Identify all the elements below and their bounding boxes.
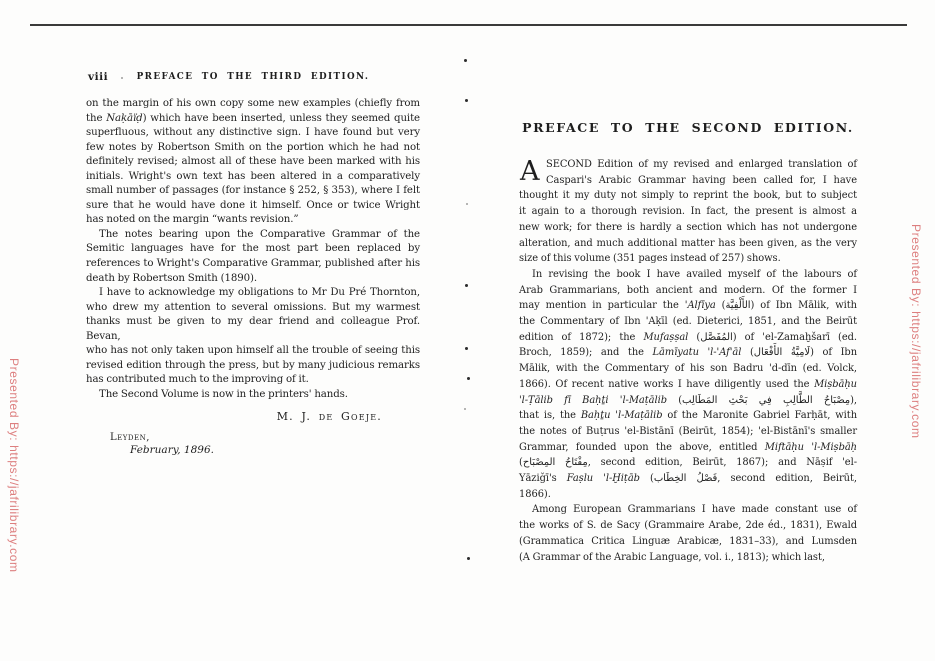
text-line: has contributed much to the improving of it.: [86, 374, 309, 386]
paragraph: [519, 267, 857, 503]
text-line: small number of passages (for instance § 252, § 353), where I felt: [86, 185, 420, 197]
text-line: Arab Grammarians, both ancient and modern. Of the former I: [519, 284, 857, 296]
paragraph: [86, 228, 420, 286]
scan-speck: [466, 203, 468, 205]
text-line: Semitic languages have for the most part been replaced by: [86, 243, 420, 255]
page-number: viii: [88, 71, 109, 83]
text-line: Mālik, with the Commentary of his son Badru 'd-dīn (ed. Volck,: [519, 363, 857, 375]
text-line: thanks must be given to my dear friend and colleague Prof. Bevan,: [86, 316, 420, 342]
paragraph: [86, 97, 420, 228]
scan-speck: [464, 408, 466, 410]
text-line: definitely revised; almost all of these have been marked with his: [86, 156, 420, 168]
scan-speck: [465, 347, 468, 350]
text-line: the Commentary of Ibn 'Aḳīl (ed. Dieterici, 1851, and the Beirūt: [519, 316, 857, 328]
date-line: February, 1896.: [130, 444, 214, 457]
text-line: alteration, and much additional matter has been given, as the very: [519, 237, 857, 249]
text-line: references to Wright's Comparative Grammar, published after his: [86, 258, 420, 270]
text-line: it again to a thorough revision. In fact, the present is almost a: [519, 206, 857, 218]
text-line: the Naḳāïḍ) which have been inserted, unless they seemed quite: [86, 112, 420, 124]
right-page: [519, 120, 857, 565]
place-line: Leyden,: [110, 432, 150, 444]
scan-edge-line: [30, 24, 907, 26]
scan-speck: [465, 284, 468, 287]
text-line: 1866). Of recent native works I have diligently used the Miṣbāḥu: [519, 378, 857, 390]
text-line: has noted on the margin “wants revision.”: [86, 214, 299, 226]
left-page-body: [86, 97, 420, 402]
paragraph: [519, 502, 857, 565]
text-line: Among European Grammarians I have made constant use of: [532, 504, 857, 516]
scan-speck: [467, 557, 470, 560]
paragraph: [86, 388, 420, 403]
paragraph: [86, 286, 420, 388]
text-line: sure that he would have done it himself. Once or twice Wright: [86, 199, 420, 211]
right-page-body: [519, 157, 857, 565]
text-line: In revising the book I have availed myself of the labours of: [532, 268, 857, 280]
left-page: [86, 71, 420, 456]
text-line: death by Robertson Smith (1890).: [86, 272, 258, 284]
text-line: who drew my attention to several omissions. But my warmest: [86, 301, 420, 313]
text-line: the notes of Buṭrus 'el-Bistānī (Beirūt, 1854); 'el-Bistānī's smaller: [519, 425, 857, 437]
text-line: initials. Wright's own text has been altered in a comparatively: [86, 170, 420, 182]
text-line: few notes by Robertson Smith on the portion which he had not: [86, 141, 420, 153]
scan-speck: [121, 77, 123, 79]
scan-speck: [464, 59, 467, 62]
text-line: Caspari's Arabic Grammar having been called for, I have: [546, 174, 857, 186]
text-line: on the margin of his own copy some new examples (chiefly from: [86, 98, 420, 109]
text-line: revised edition through the press, but by many judicious remarks: [86, 359, 420, 371]
text-line: who has not only taken upon himself all the trouble of seeing this: [86, 345, 420, 357]
drop-cap: A: [520, 156, 540, 187]
signature: M. J. de Goeje.: [276, 410, 382, 424]
text-line: The notes bearing upon the Comparative Grammar of the: [99, 228, 420, 240]
text-line: (مِفْتَاحُ المِصْبَاح, second edition, Beirūt, 1867); and Nāṣif 'el-: [519, 457, 857, 469]
text-line: 1866).: [519, 488, 551, 500]
scan-speck: [465, 99, 468, 102]
text-line: that is, the Baḥṯu 'l-Maṭālib of the Maronite Gabriel Farḥāt, with: [519, 410, 857, 422]
chapter-title: PREFACE TO THE SECOND EDITION.: [522, 120, 854, 135]
paragraph: [519, 157, 857, 267]
text-line: edition of 1872); the Mufaṣṣal (المُفَصَّل) of 'el-Zamaḫšarī (ed.: [519, 331, 857, 343]
text-line: (A Grammar of the Arabic Language, vol. i., 1813); which last,: [519, 551, 825, 563]
text-line: The Second Volume is now in the printers' hands.: [99, 388, 348, 400]
text-line: Broch, 1859); and the Lāmīyatu 'l-'Af'āl (لَامِيَّةُ الأَفْعَال) of Ibn: [519, 347, 858, 359]
running-header: PREFACE TO THE THIRD EDITION.: [136, 72, 370, 82]
left-page-header: [86, 71, 420, 84]
text-line: thought it my duty not simply to reprint the book, but to subject: [519, 190, 857, 202]
watermark-left: Presented By: https://jafrilibrary.com: [7, 358, 21, 573]
text-line: may mention in particular the 'Alfīya (الأَلْفِيَّة) of Ibn Mālik, with: [519, 300, 857, 312]
scan-speck: [467, 377, 470, 380]
text-line: I have to acknowledge my obligations to Mr Du Pré Thornton,: [99, 287, 420, 299]
text-line: the works of S. de Sacy (Grammaire Arabe, 2de éd., 1831), Ewald: [519, 520, 857, 532]
text-line: SECOND Edition of my revised and enlarged translation of: [546, 159, 857, 170]
text-line: (Grammatica Critica Linguæ Arabicæ, 1831–33), and Lumsden: [519, 535, 857, 547]
text-line: Grammar, founded upon the above, entitled Miftāḥu 'l-Miṣbāḥ: [519, 441, 857, 453]
text-line: size of this volume (351 pages instead of 257) shows.: [519, 253, 781, 265]
text-line: superfluous, without any distinctive sign. I have found but very: [86, 127, 420, 139]
text-line: new work; for there is hardly a section which has not undergone: [519, 221, 857, 233]
scan-speck: [414, 179, 416, 181]
text-line: 'l-Ṭālib fī Baḥṯi 'l-Maṭālib (مِصْبَاحُ الطَّالِبِ فِي بَحْثِ المَطَالِب),: [519, 394, 857, 406]
watermark-right: Presented By: https://jafrilibrary.com: [909, 224, 923, 439]
text-line: Yāziǧī's Faṣlu 'l-Ḫiṭāb (فَصْلُ الخِطَاب, second edition, Beirūt,: [519, 473, 857, 485]
